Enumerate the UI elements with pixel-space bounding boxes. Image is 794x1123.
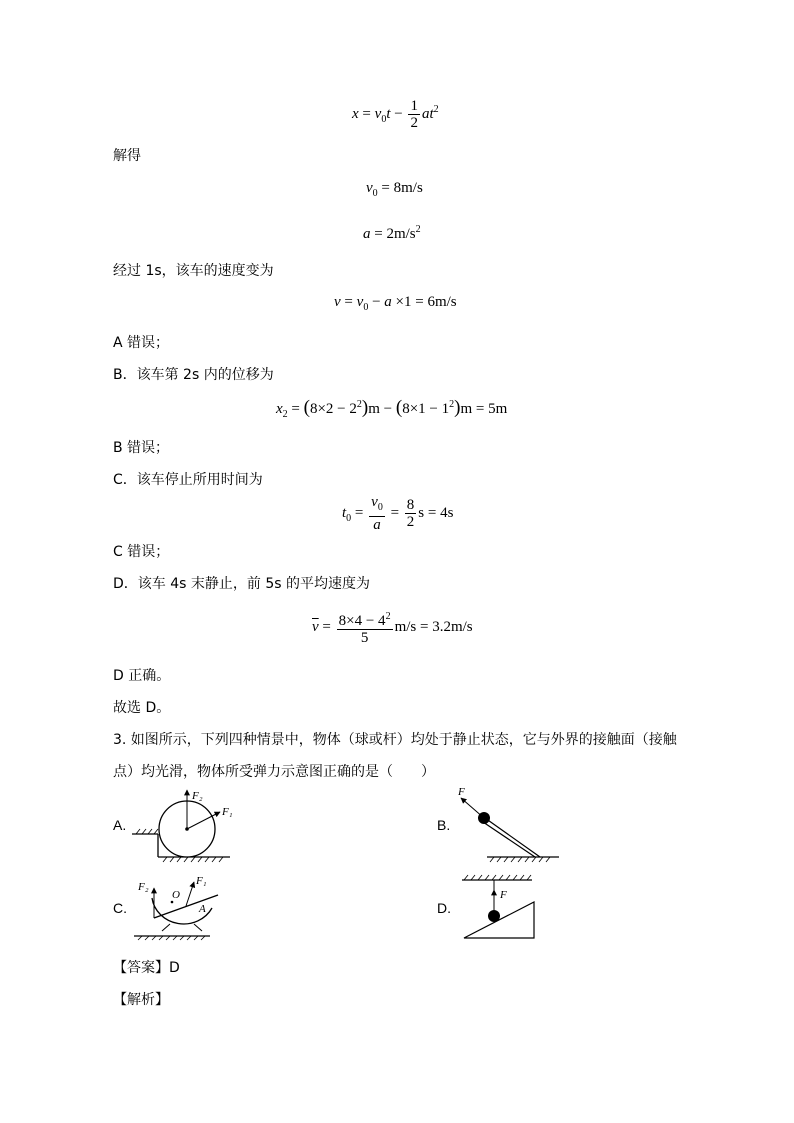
line-d-intro: D．该车 4s 末静止，前 5s 的平均速度为 bbox=[113, 576, 370, 592]
equation-velocity: $v = v_0 - a \times 1 = 6m/s$ bbox=[334, 294, 457, 313]
option-b-label: B. bbox=[437, 817, 451, 833]
line-b-wrong: B 错误； bbox=[113, 440, 170, 456]
line-c-wrong: C 错误； bbox=[113, 544, 170, 560]
line-choose: 故选 D。 bbox=[113, 700, 171, 716]
equation-displacement: $x = v_0t$ − $\frac{1}{2}$ $at^2$ bbox=[352, 98, 439, 131]
figure-c bbox=[130, 868, 242, 943]
label-f1-c: F₁ bbox=[196, 875, 207, 887]
equation-a: $a = 2m/s^2$ bbox=[363, 224, 421, 242]
question-3-line2: 点）均光滑，物体所受弹力示意图正确的是（ ） bbox=[113, 764, 435, 780]
option-d-label: D. bbox=[437, 900, 451, 916]
label-f1-a: F₁ bbox=[222, 806, 233, 818]
equation-x2: $x_2 = (8\times 2 - 2^2)m - (8\times 1 - 1^2)m = 5m$ bbox=[276, 397, 508, 420]
line-a-wrong: A 错误； bbox=[113, 335, 170, 351]
figure-d bbox=[458, 868, 542, 943]
label-f2-c: F₂ bbox=[138, 881, 149, 893]
answer-line: 【答案】D bbox=[113, 960, 180, 976]
line-jiede: 解得 bbox=[113, 148, 141, 164]
label-f-b: F bbox=[458, 786, 465, 798]
line-c-intro: C．该车停止所用时间为 bbox=[113, 472, 263, 488]
label-o-c: O bbox=[172, 889, 180, 901]
equation-t0: $t_0$ = $\frac{v_0}{a}$ = $\frac{8}{2}$ s = 4s bbox=[342, 494, 454, 533]
figure-a bbox=[130, 782, 270, 864]
figure-b bbox=[455, 782, 567, 864]
line-d-right: D 正确。 bbox=[113, 668, 171, 684]
label-a-c: A bbox=[199, 903, 206, 915]
equation-v0: $v_0 = 8m/s$ bbox=[366, 180, 423, 199]
option-a-label: A. bbox=[113, 817, 127, 833]
option-c-label: C. bbox=[113, 900, 127, 916]
analysis-line: 【解析】 bbox=[113, 992, 169, 1008]
equation-avg-velocity: $\overline{v}$ = $\frac{8\times 4 - 4^2}{5}$ m/s = 3.2m/s bbox=[312, 611, 473, 646]
line-b-intro: B．该车第 2s 内的位移为 bbox=[113, 367, 274, 383]
label-f2-a: F₂ bbox=[192, 790, 203, 802]
label-f-d: F bbox=[500, 889, 507, 901]
line-after-1s: 经过 1s，该车的速度变为 bbox=[113, 263, 274, 279]
question-3-line1: 3. 如图所示，下列四种情景中，物体（球或杆）均处于静止状态，它与外界的接触面（接触 bbox=[113, 732, 677, 748]
